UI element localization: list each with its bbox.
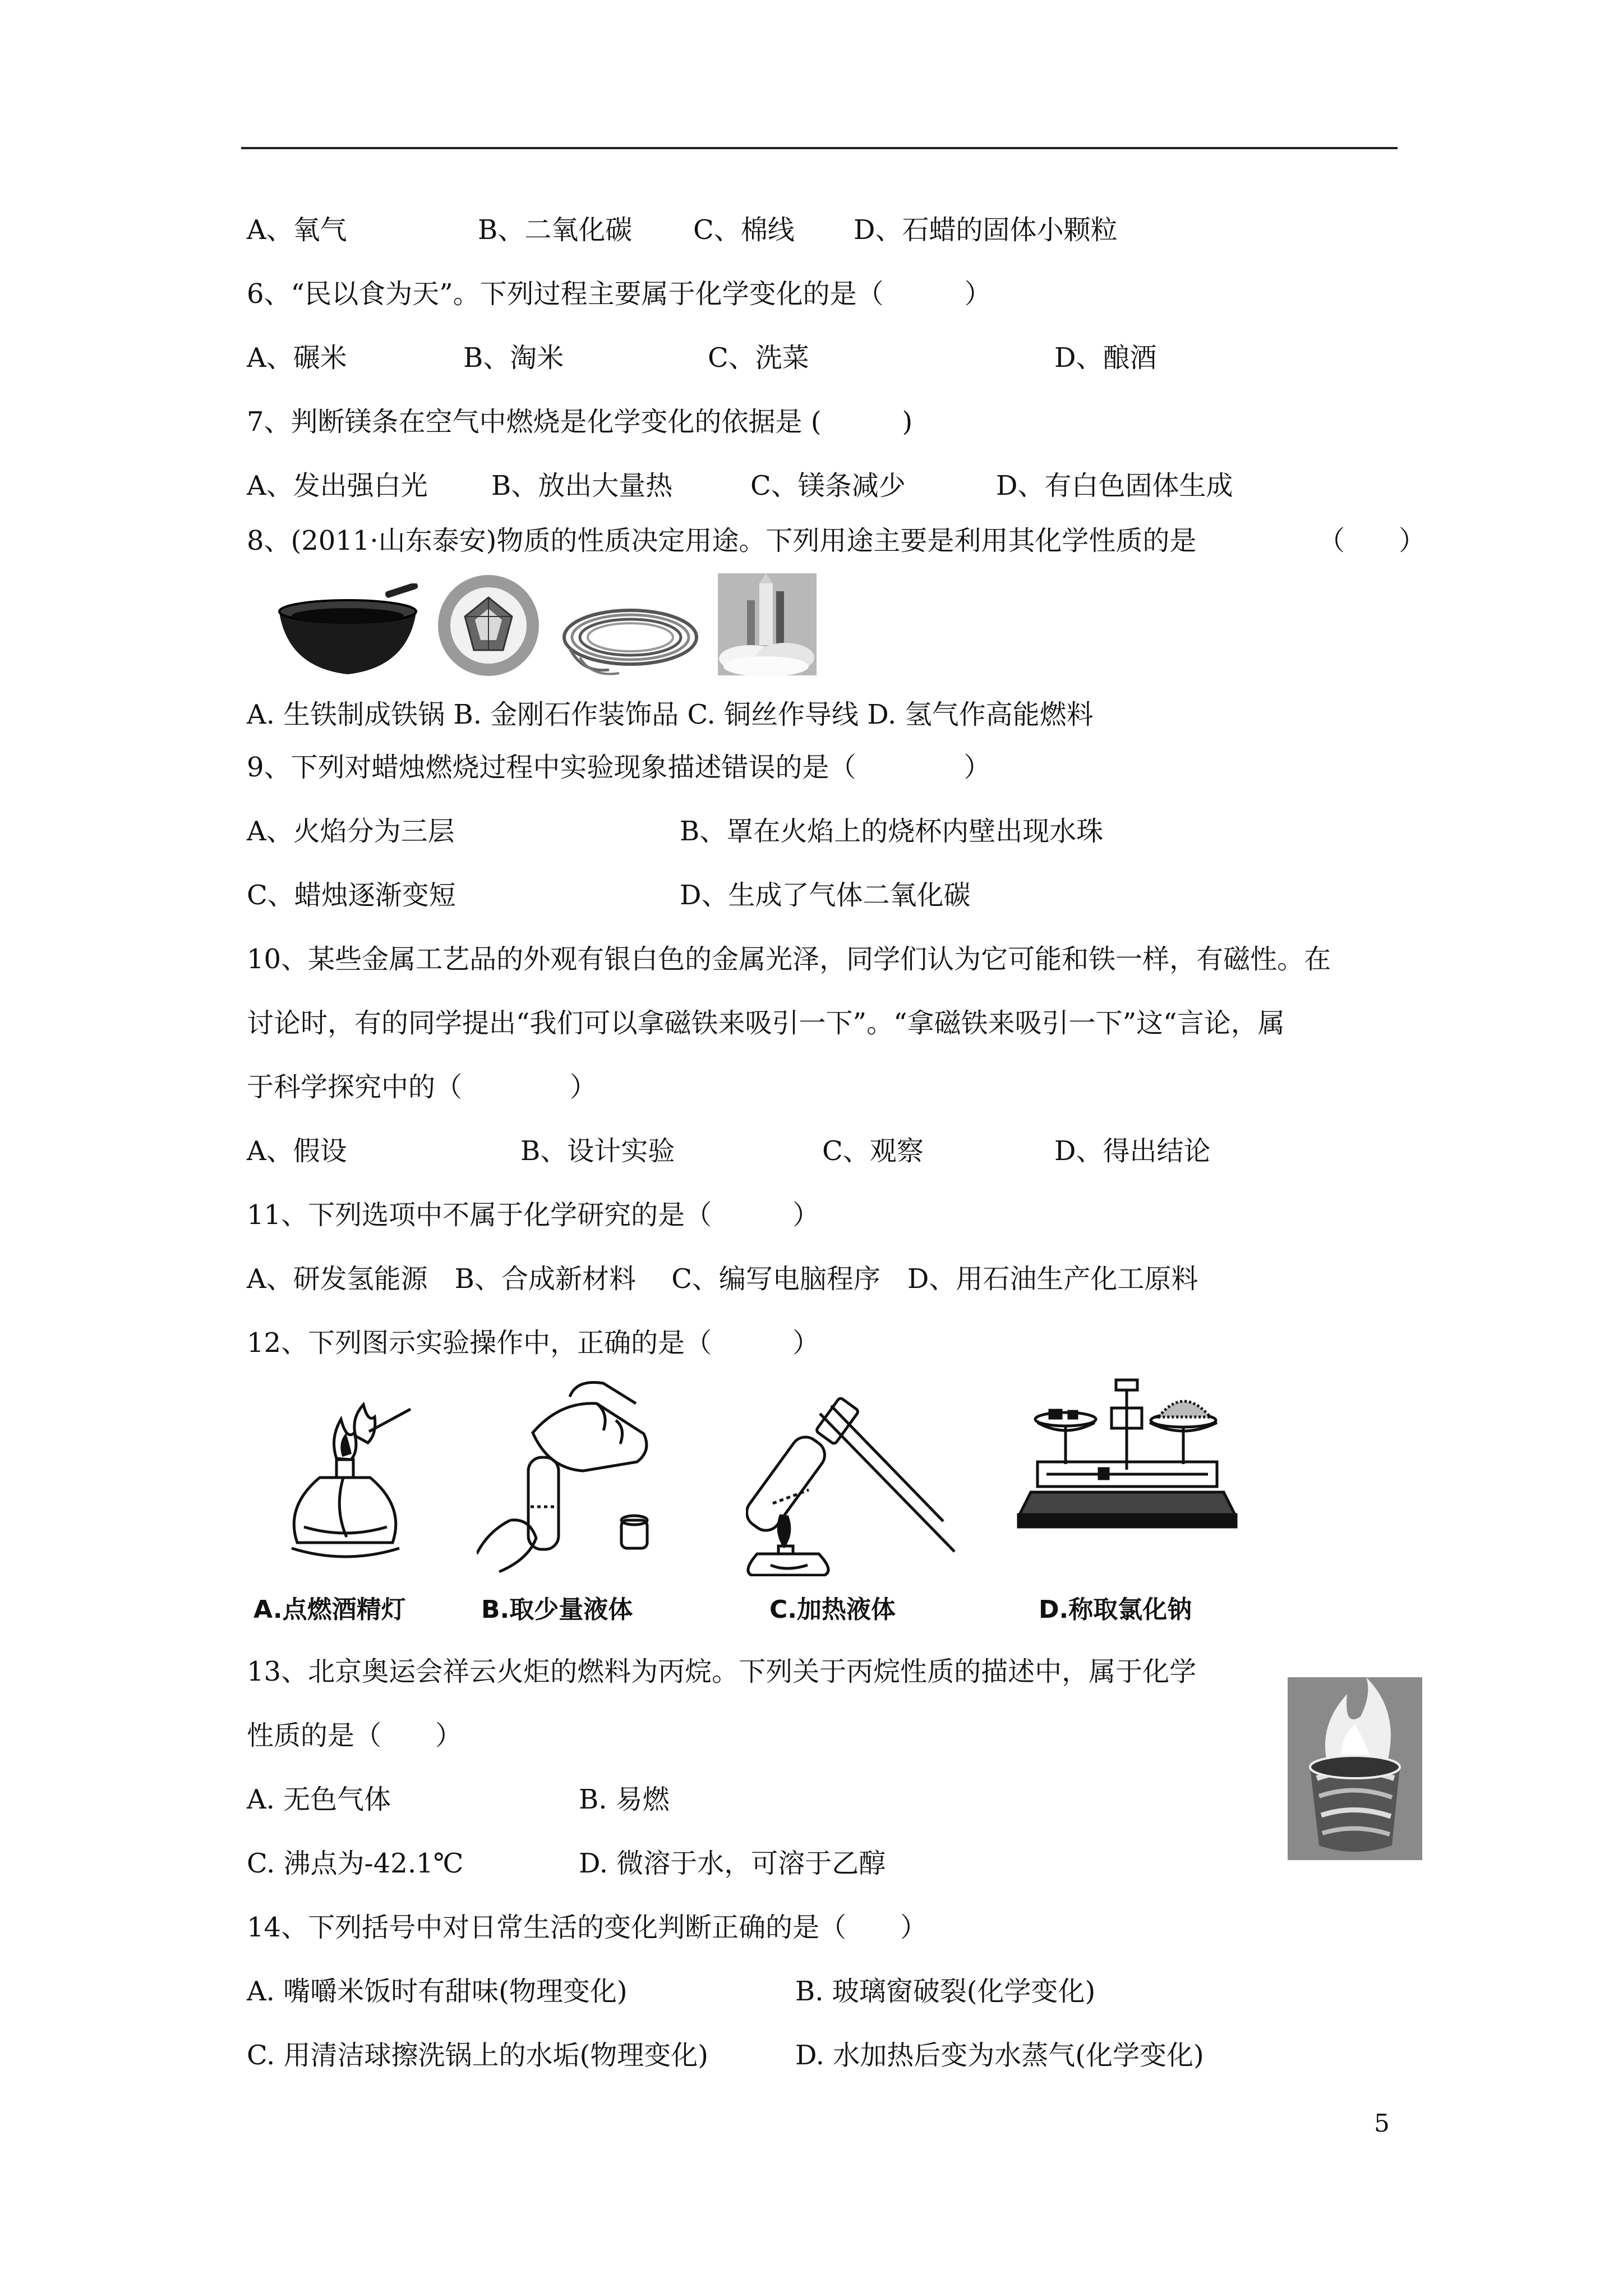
q8-bracket: （ ） <box>1318 525 1426 556</box>
q5-option-c: C、棉线 <box>693 214 795 246</box>
q7-option-a: A、发出强白光 <box>247 470 428 501</box>
q13-option-c: C. 沸点为-42.1℃ <box>247 1848 464 1879</box>
q6-stem: 6、“民以食为天”。下列过程主要属于化学变化的是（ ） <box>247 278 992 310</box>
q13-photo-olympic-torch <box>1288 1677 1422 1862</box>
q10-option-c: C、观察 <box>822 1135 924 1167</box>
q12-figure-d-weighing-salt <box>1015 1369 1239 1573</box>
q11-options: A、研发氢能源 B、合成新材料 C、编写电脑程序 D、用石油生产化工原料 <box>247 1263 1198 1295</box>
page-number: 5 <box>1374 2109 1390 2138</box>
q8-photo-iron-pot <box>273 583 423 682</box>
header-rule <box>241 147 1398 149</box>
q12-stem: 12、下列图示实验操作中，正确的是（ ） <box>247 1327 820 1359</box>
q6-option-d: D、酿酒 <box>1054 342 1157 374</box>
q10-option-b: B、设计实验 <box>520 1135 675 1167</box>
q13-option-b: B. 易燃 <box>579 1784 670 1815</box>
q14-option-d: D. 水加热后变为水蒸气(化学变化) <box>795 2040 1204 2071</box>
q12-caption-d: D.称取氯化钠 <box>1039 1595 1192 1624</box>
q10-line-2: 讨论时，有的同学提出“我们可以拿磁铁来吸引一下”。“拿磁铁来吸引一下”这“言论，属 <box>247 1007 1285 1039</box>
q12-figure-a-lighting-lamp <box>280 1397 415 1579</box>
q9-option-b: B、罩在火焰上的烧杯内壁出现水珠 <box>680 816 1104 847</box>
q6-option-c: C、洗菜 <box>708 342 809 374</box>
q12-caption-c: C.加热液体 <box>769 1595 896 1624</box>
q8-stem: 8、(2011·山东泰安)物质的性质决定用途。下列用途主要是利用其化学性质的是 <box>247 525 1197 556</box>
q10-option-d: D、得出结论 <box>1054 1135 1211 1167</box>
q9-option-c: C、蜡烛逐渐变短 <box>247 880 456 911</box>
q6-option-a: A、碾米 <box>247 342 347 374</box>
q13-option-d: D. 微溶于水，可溶于乙醇 <box>579 1848 886 1879</box>
q9-stem: 9、下列对蜡烛燃烧过程中实验现象描述错误的是（ ） <box>247 752 991 783</box>
q14-option-c: C. 用清洁球擦洗锅上的水垢(物理变化) <box>247 2040 708 2071</box>
q12-figure-b-taking-liquid <box>477 1374 662 1579</box>
q8-photo-rocket-launch <box>718 573 817 678</box>
q8-photo-diamond <box>436 573 541 680</box>
q13-option-a: A. 无色气体 <box>247 1784 391 1815</box>
q7-stem: 7、判断镁条在空气中燃烧是化学变化的依据是 ( ) <box>247 406 913 438</box>
q10-line-1: 10、某些金属工艺品的外观有银白色的金属光泽，同学们认为它可能和铁一样，有磁性。在 <box>247 944 1331 975</box>
q12-caption-a: A.点燃酒精灯 <box>253 1595 406 1624</box>
q5-option-d: D、石蜡的固体小颗粒 <box>854 214 1118 246</box>
q10-option-a: A、假设 <box>247 1135 347 1167</box>
q7-option-d: D、有白色固体生成 <box>996 470 1233 501</box>
q13-line-2: 性质的是（ ） <box>247 1720 463 1751</box>
q7-option-b: B、放出大量热 <box>491 470 673 501</box>
q10-line-3: 于科学探究中的（ ） <box>247 1071 597 1103</box>
q9-option-a: A、火焰分为三层 <box>247 816 455 847</box>
q9-option-d: D、生成了气体二氧化碳 <box>680 880 971 911</box>
q7-option-c: C、镁条减少 <box>750 470 906 501</box>
q14-option-b: B. 玻璃窗破裂(化学变化) <box>795 1976 1096 2007</box>
q11-stem: 11、下列选项中不属于化学研究的是（ ） <box>247 1199 820 1231</box>
q5-option-a: A、氧气 <box>247 214 347 246</box>
q13-line-1: 13、北京奥运会祥云火炬的燃料为丙烷。下列关于丙烷性质的描述中，属于化学 <box>247 1656 1197 1687</box>
q14-stem: 14、下列括号中对日常生活的变化判断正确的是（ ） <box>247 1912 928 1943</box>
q8-options: A. 生铁制成铁锅 B. 金刚石作装饰品 C. 铜丝作导线 D. 氢气作高能燃料 <box>247 699 1094 730</box>
q5-option-b: B、二氧化碳 <box>478 214 633 246</box>
q12-caption-b: B.取少量液体 <box>481 1595 633 1624</box>
q14-option-a: A. 嘴嚼米饭时有甜味(物理变化) <box>247 1976 628 2007</box>
q6-option-b: B、淘米 <box>463 342 564 374</box>
q8-photo-copper-wire <box>557 586 703 683</box>
q12-figure-c-heating-liquid <box>746 1380 959 1579</box>
